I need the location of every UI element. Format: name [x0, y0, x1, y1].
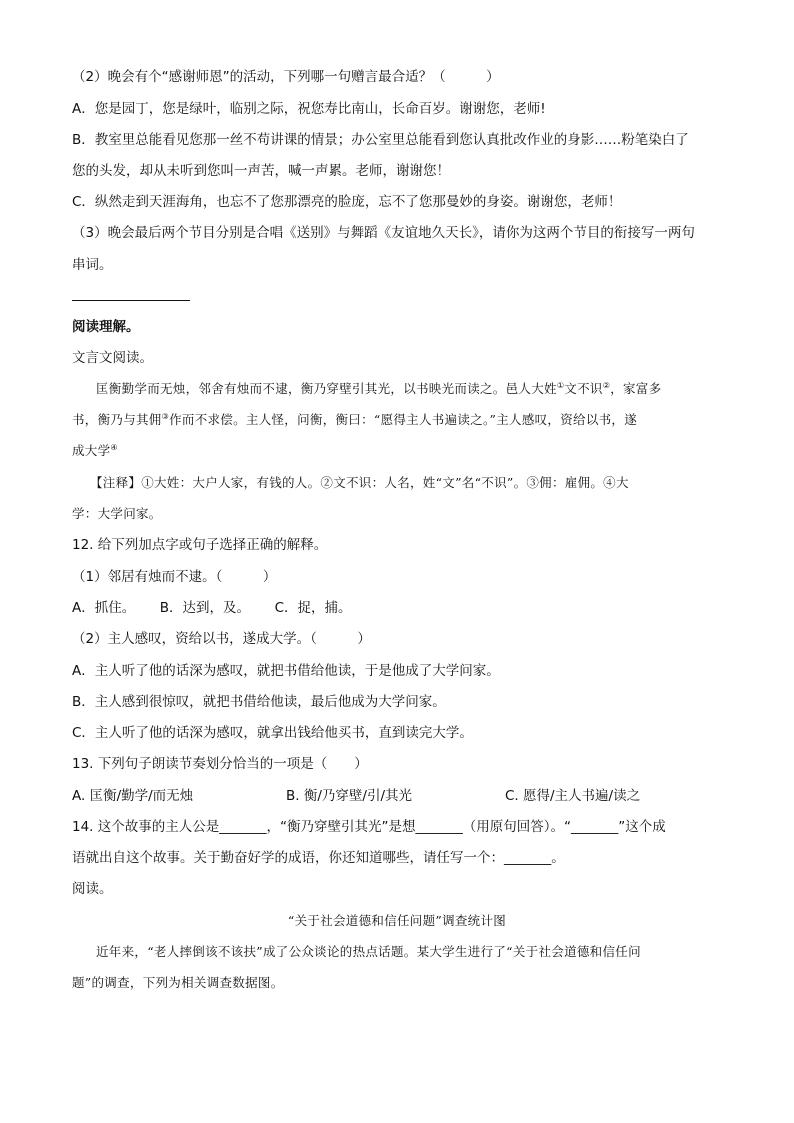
passage-text: 成大学 — [72, 443, 111, 458]
notes-line-2: 学：大学问家。 — [72, 506, 162, 521]
reading-label: 阅读。 — [72, 881, 113, 897]
passage-text: 书，衡乃与其佣 — [72, 412, 162, 427]
intro-line-1: 近年来，“老人摔倒该不该扶”成了公众谈论的热点话题。某大学生进行了“关于社会道德和信任问 — [96, 944, 641, 959]
answer-line — [72, 300, 190, 301]
question-13-option-c: C. 愿得/主人书遍/读之 — [505, 788, 641, 804]
question-2-option-c: C．纵然走到天涯海角，也忘不了您那漂亮的脸庞，忘不了您那曼妙的身姿。谢谢您，老师！ — [72, 194, 622, 210]
question-2-option-b-line-2: 您的头发，却从未听到您叫一声苦，喊一声累。老师，谢谢您！ — [72, 163, 450, 179]
question-2: （2）晚会有个“感谢师恩”的活动，下列哪一句赠言最合适？（ ） — [72, 69, 500, 85]
note-marker: ④ — [110, 442, 118, 452]
notes-line-1: 【注释】①大姓：大户人家，有钱的人。②文不识：人名，姓“文”名“不识”。③佣：雇佣。④大 — [90, 475, 629, 490]
section-title: 阅读理解。 — [72, 319, 140, 335]
question-12-2-option-b: B．主人感到很惊叹，就把书借给他读，最后他成为大学问家。 — [72, 694, 446, 710]
question-2-option-a: A．您是园丁，您是绿叶，临别之际，祝您寿比南山，长命百岁。谢谢您，老师! — [72, 101, 546, 117]
passage-line-3 — [72, 442, 118, 460]
question-13-option-a: A. 匡衡/勤学/而无烛 — [72, 788, 194, 804]
question-12: 12. 给下列加点字或句子选择正确的解释。 — [72, 537, 328, 553]
question-12-1: （1）邻居有烛而不逮。（ ） — [72, 569, 277, 585]
question-13: 13. 下列句子朗读节奏划分恰当的一项是（ ） — [72, 756, 368, 772]
intro-line-2: 题”的调查，下列为相关调查数据图。 — [72, 975, 284, 990]
note-marker: ③ — [161, 411, 170, 421]
question-13-option-b: B. 衡/乃穿壁/引/其光 — [286, 788, 412, 804]
question-12-2: （2）主人感叹，资给以书，遂成大学。（ ） — [72, 631, 371, 647]
chart-title: “关于社会道德和信任问题”调查统计图 — [287, 913, 507, 928]
question-14-line-2: 语就出自这个故事。关于勤奋好学的成语，你还知道哪些，请任写一个：_______。 — [72, 850, 565, 866]
question-3-line-2: 串词。 — [72, 257, 113, 273]
question-12-1-options: A．抓住。 B．达到，及。 C．捉，捕。 — [72, 600, 352, 616]
note-marker: ② — [602, 380, 611, 390]
question-14-line-1: 14. 这个故事的主人公是_______，“衡乃穿壁引其光”是想_______（用原句回答）。“_______”这个成 — [72, 819, 666, 835]
passage-line-2 — [72, 411, 637, 429]
passage-line-1 — [96, 380, 661, 398]
classical-reading-title: 文言文阅读。 — [72, 350, 153, 366]
note-marker: ① — [556, 380, 565, 390]
passage-text: 文不识 — [564, 381, 603, 396]
passage-text: 匡衡勤学而无烛，邻舍有烛而不逮，衡乃穿壁引其光，以书映光而读之。邑人大姓 — [96, 381, 557, 396]
passage-text: ，家富多 — [610, 381, 662, 396]
question-2-option-b-line-1: B．教室里总能看见您那一丝不苟讲课的情景；办公室里总能看到您认真批改作业的身影……粉笔染白了 — [72, 132, 689, 148]
question-3-line-1: （3）晚会最后两个节目分别是合唱《送别》与舞蹈《友谊地久天长》，请你为这两个节目的衔接写一两句 — [72, 225, 695, 241]
passage-text: 作而不求偿。主人怪，问衡，衡曰：“愿得主人书遍读之。”主人感叹，资给以书，遂 — [169, 412, 638, 427]
question-12-2-option-c: C．主人听了他的话深为感叹，就拿出钱给他买书，直到读完大学。 — [72, 725, 473, 741]
question-12-2-option-a: A．主人听了他的话深为感叹，就把书借给他读，于是他成了大学问家。 — [72, 663, 500, 679]
